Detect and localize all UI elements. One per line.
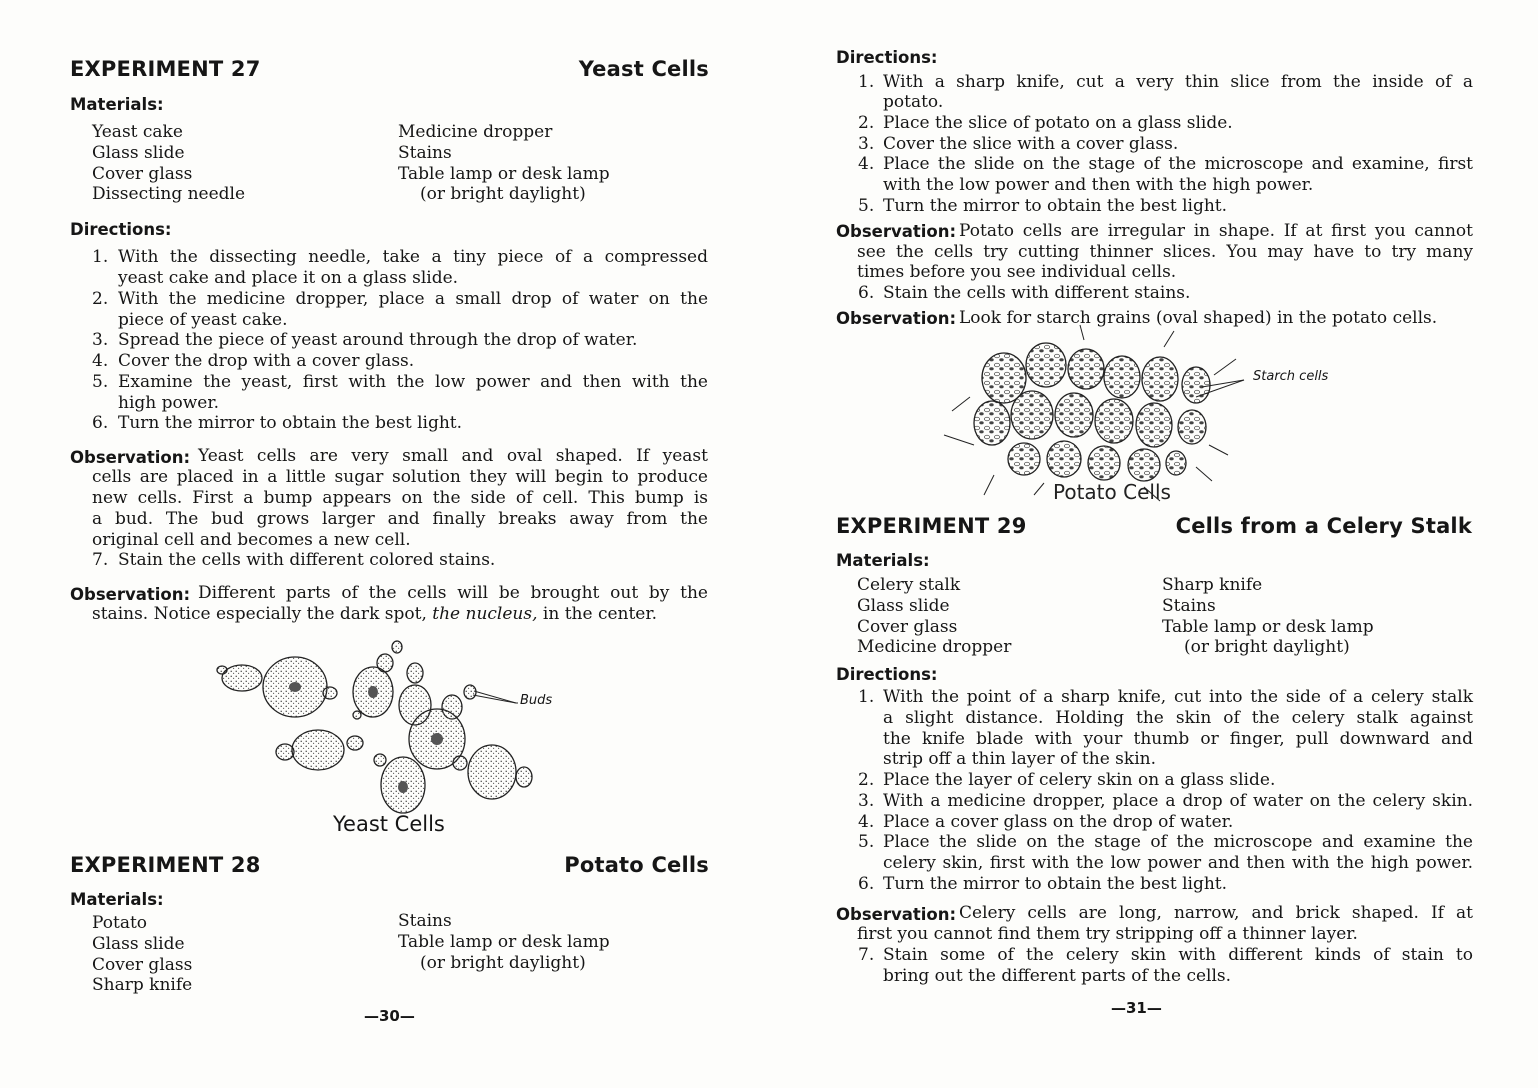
starch-cells-callout-label: Starch cells xyxy=(1253,369,1329,384)
material-item: (or bright daylight) xyxy=(1184,637,1350,658)
yeast-cells-figure-label: Yeast Cells xyxy=(333,812,445,836)
observation-text: a bud. The bud grows larger and finally breaks away from the xyxy=(92,509,708,529)
step-number: 6. xyxy=(858,283,875,303)
step-text: With the medicine dropper, place a small drop of water on the xyxy=(118,289,708,309)
step-number: 4. xyxy=(858,812,875,832)
material-item: Glass slide xyxy=(857,595,950,616)
exp27-materials-label: Materials: xyxy=(70,95,164,114)
step-text: celery skin, first with the low power and then with the high power. xyxy=(883,853,1473,873)
observation-text: original cell and becomes a new cell. xyxy=(92,530,411,550)
material-item: Table lamp or desk lamp xyxy=(1162,616,1374,637)
material-item: (or bright daylight) xyxy=(420,952,586,973)
experiment-28-title: Potato Cells xyxy=(564,853,709,877)
step-text: Place the slice of potato on a glass slide. xyxy=(883,113,1233,133)
observation-text: Different parts of the cells will be brought out by the xyxy=(198,583,708,603)
experiment-29-title: Cells from a Celery Stalk xyxy=(1175,514,1472,538)
right-page xyxy=(769,0,1538,1088)
potato-cells-illustration xyxy=(964,335,1254,495)
step-text: Examine the yeast, first with the low power and then with the xyxy=(118,372,708,392)
observation-text: Potato cells are irregular in shape. If at first you cannot xyxy=(959,221,1473,241)
exp28-materials-col2 xyxy=(398,911,610,973)
observation-text-emphasis: the nucleus, xyxy=(432,604,538,624)
observation-text xyxy=(92,604,657,624)
experiment-29-heading: EXPERIMENT 29 xyxy=(836,514,1027,538)
step-number: 5. xyxy=(858,832,875,852)
observation-text: see the cells try cutting thinner slices. You may have to try many xyxy=(857,242,1473,262)
observation-text: Celery cells are long, narrow, and brick shaped. If at xyxy=(959,903,1473,923)
step-text: with the low power and then with the high power. xyxy=(883,175,1314,195)
exp28-materials-label: Materials: xyxy=(70,890,164,909)
exp27-materials-col2 xyxy=(398,122,610,205)
observation-text: first you cannot find them try stripping off a thinner layer. xyxy=(857,924,1358,944)
step-text: Stain some of the celery skin with different kinds of stain to xyxy=(883,945,1473,965)
exp28-observation2-label: Observation: xyxy=(836,309,957,328)
material-item: Cover glass xyxy=(92,163,193,184)
step-text: With the point of a sharp knife, cut into the side of a celery stalk xyxy=(883,687,1473,707)
step-text: Stain the cells with different stains. xyxy=(883,283,1191,303)
material-item: Medicine dropper xyxy=(857,637,1012,658)
material-item: Table lamp or desk lamp xyxy=(398,163,610,184)
material-item: (or bright daylight) xyxy=(420,184,586,205)
step-number: 6. xyxy=(92,413,109,433)
step-text: With the dissecting needle, take a tiny piece of a compressed xyxy=(118,247,708,267)
experiment-27-heading: EXPERIMENT 27 xyxy=(70,57,261,81)
material-item: Sharp knife xyxy=(1162,575,1263,595)
material-item: Medicine dropper xyxy=(398,122,553,142)
material-item: Glass slide xyxy=(92,933,185,954)
material-item: Glass slide xyxy=(92,142,185,163)
step-text: Turn the mirror to obtain the best light. xyxy=(883,874,1228,894)
observation-text: Yeast cells are very small and oval shaped. If yeast xyxy=(198,446,708,466)
step-text: high power. xyxy=(118,393,220,413)
step-text: a slight distance. Holding the skin of the celery stalk against xyxy=(883,708,1473,728)
material-item: Stains xyxy=(398,142,452,163)
step-number: 5. xyxy=(92,372,109,392)
material-item: Stains xyxy=(398,911,452,931)
exp29-materials-label: Materials: xyxy=(836,551,930,570)
step-text: Spread the piece of yeast around through the drop of water. xyxy=(118,330,638,350)
step-text: Place the slide on the stage of the microscope and examine, first xyxy=(883,154,1473,174)
exp27-observation-label: Observation: xyxy=(70,448,191,467)
material-item: Stains xyxy=(1162,595,1216,616)
material-item: Cover glass xyxy=(92,954,193,975)
exp28-materials-col1 xyxy=(92,913,192,996)
step-number: 1. xyxy=(858,72,875,92)
step-number: 1. xyxy=(92,247,109,267)
step-text: Stain the cells with different colored stains. xyxy=(118,550,496,570)
step-text: the knife blade with your thumb or finger, pull downward and xyxy=(883,729,1473,749)
exp29-observation-label: Observation: xyxy=(836,905,957,924)
step-text: Place the layer of celery skin on a glass slide. xyxy=(883,770,1276,790)
potato-cells-figure-label: Potato Cells xyxy=(1053,480,1171,504)
step-number: 4. xyxy=(92,351,109,371)
observation-text-pre: stains. Notice especially the dark spot, xyxy=(92,604,433,624)
exp29-materials-col1 xyxy=(857,575,1011,658)
step-text: Turn the mirror to obtain the best light. xyxy=(883,196,1228,216)
step-number: 4. xyxy=(858,154,875,174)
material-item: Sharp knife xyxy=(92,975,193,996)
material-item: Dissecting needle xyxy=(92,184,246,205)
step-text: strip off a thin layer of the skin. xyxy=(883,749,1156,769)
step-number: 2. xyxy=(858,113,875,133)
step-text: Cover the drop with a cover glass. xyxy=(118,351,415,371)
step-number: 6. xyxy=(858,874,875,894)
buds-callout-label: Buds xyxy=(520,693,553,708)
step-number: 7. xyxy=(858,945,875,965)
observation-text: new cells. First a bump appears on the side of cell. This bump is xyxy=(92,488,708,508)
step-number: 5. xyxy=(858,196,875,216)
material-item: Potato xyxy=(92,913,148,933)
observation-text-post: in the center. xyxy=(537,604,658,624)
step-text: Turn the mirror to obtain the best light. xyxy=(118,413,463,433)
step-number: 3. xyxy=(92,330,109,350)
step-number: 3. xyxy=(858,134,875,154)
step-number: 3. xyxy=(858,791,875,811)
step-text: With a sharp knife, cut a very thin slice from the inside of a xyxy=(883,72,1473,92)
observation-text: cells are placed in a little sugar solution they will begin to produce xyxy=(92,467,708,487)
material-item: Table lamp or desk lamp xyxy=(398,931,610,952)
exp28-observation-label: Observation: xyxy=(836,222,957,241)
exp29-directions-label: Directions: xyxy=(836,665,938,684)
step-number: 7. xyxy=(92,550,109,570)
experiment-28-heading: EXPERIMENT 28 xyxy=(70,853,261,877)
step-text: bring out the different parts of the cells. xyxy=(883,966,1232,986)
page-number: —31— xyxy=(1111,999,1162,1017)
exp28-directions-label: Directions: xyxy=(836,48,938,67)
observation-text: Look for starch grains (oval shaped) in the potato cells. xyxy=(959,308,1438,328)
step-text: potato. xyxy=(883,92,944,112)
material-item: Cover glass xyxy=(857,616,958,637)
page-number: —30— xyxy=(364,1007,415,1025)
step-number: 1. xyxy=(858,687,875,707)
exp29-materials-col2 xyxy=(1162,575,1374,658)
observation-text: times before you see individual cells. xyxy=(857,262,1177,282)
step-number: 2. xyxy=(858,770,875,790)
step-text: Place a cover glass on the drop of water. xyxy=(883,812,1234,832)
step-text: With a medicine dropper, place a drop of water on the celery skin. xyxy=(883,791,1473,811)
step-number: 2. xyxy=(92,289,109,309)
material-item: Yeast cake xyxy=(92,122,183,142)
step-text: piece of yeast cake. xyxy=(118,310,288,330)
step-text: Cover the slice with a cover glass. xyxy=(883,134,1179,154)
exp27-materials-col1 xyxy=(92,122,245,205)
exp27-directions-label: Directions: xyxy=(70,220,172,239)
exp27-observation2-label: Observation: xyxy=(70,585,191,604)
step-text: Place the slide on the stage of the microscope and examine the xyxy=(883,832,1473,852)
material-item: Celery stalk xyxy=(857,575,961,595)
step-text: yeast cake and place it on a glass slide. xyxy=(118,268,459,288)
experiment-27-title: Yeast Cells xyxy=(578,57,709,81)
